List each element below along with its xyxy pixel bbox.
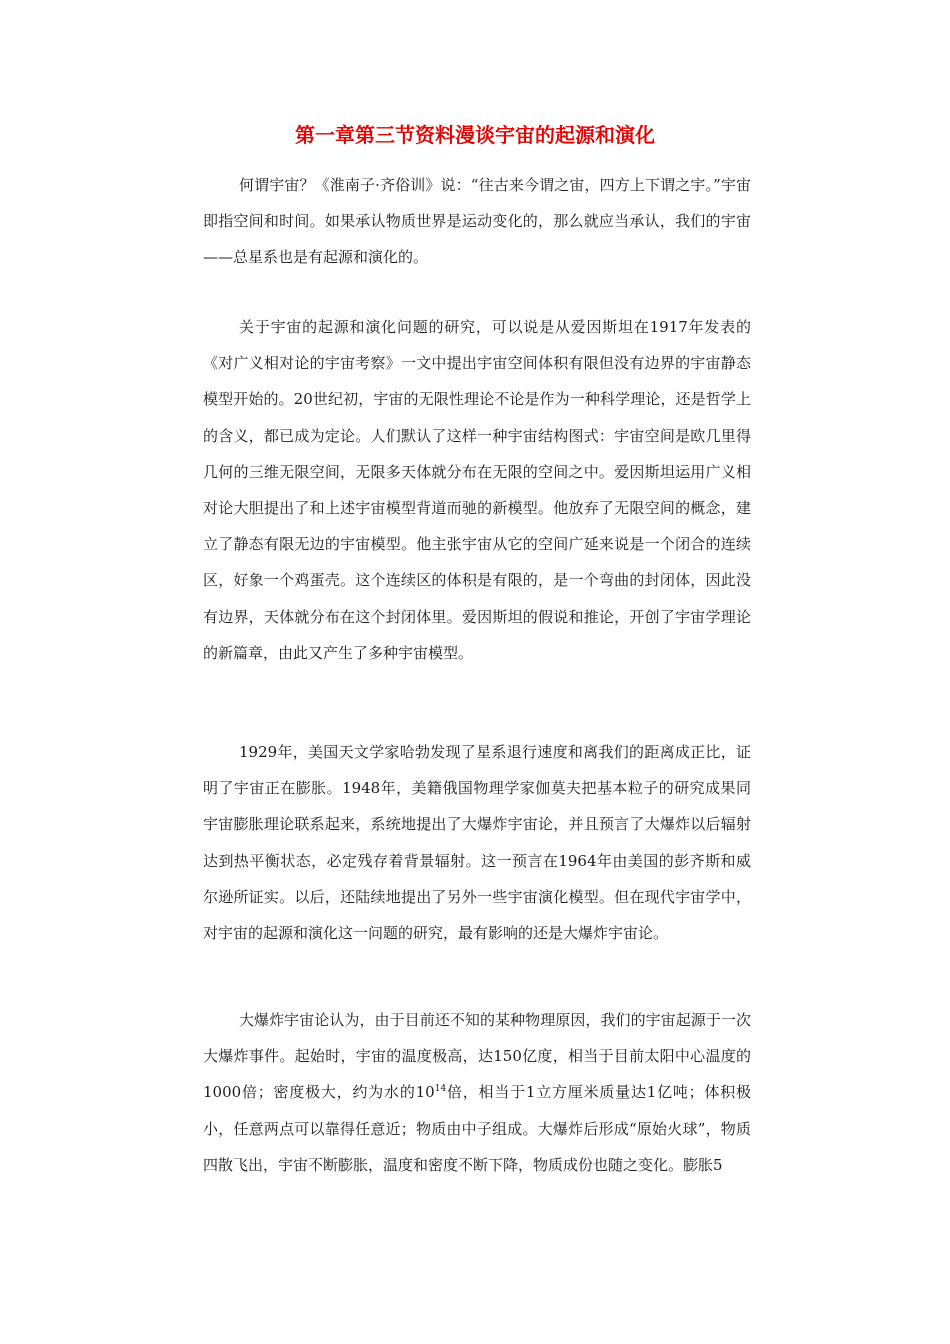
paragraph-big-bang-text-before: 大爆炸宇宙论认为，由于目前还不知的某种物理原因，我们的宇宙起源于一次大爆炸事件。起始时，宇宙的温度极高，达150亿度，相当于目前太阳中心温度的1000倍；密度极大，约为水的10	[203, 1011, 751, 1102]
page-title: 第一章第三节资料漫谈宇宙的起源和演化	[295, 123, 655, 147]
paragraph-big-bang	[203, 1002, 751, 1183]
paragraph-einstein: 关于宇宙的起源和演化问题的研究，可以说是从爱因斯坦在1917年发表的《对广义相对论的宇宙考察》一文中提出宇宙空间体积有限但没有边界的宇宙静态模型开始的。20世纪初，宇宙的无限性理论不论是作为一种科学理论，还是哲学上的含义，都已成为定论。人们默认了这样一种宇宙结构图式：宇宙空间是欧几里得几何的三维无限空间，无限多天体就分布在无限的空间之中。爱因斯坦运用广义相对论大胆提出了和上述宇宙模型背道而驰的新模型。他放弃了无限空间的概念，建立了静态有限无边的宇宙模型。他主张宇宙从它的空间广延来说是一个闭合的连续区，好象一个鸡蛋壳。这个连续区的体积是有限的，是一个弯曲的封闭体，因此没有边界，天体就分布在这个封闭体里。爱因斯坦的假说和推论，开创了宇宙学理论的新篇章，由此又产生了多种宇宙模型。	[203, 318, 751, 662]
density-exponent: 14	[434, 1084, 447, 1095]
paragraph-big-bang-text-after: 倍，相当于1立方厘米质量达1亿吨；体积极小，任意两点可以靠得任意近；物质由中子组成。大爆炸后形成“原始火球”，物质四散飞出，宇宙不断膨胀，温度和密度不断下降，物质成份也随之变化。膨胀5	[203, 1083, 752, 1174]
paragraph-hubble: 1929年，美国天文学家哈勃发现了星系退行速度和离我们的距离成正比，证明了宇宙正在膨胀。1948年，美籍俄国物理学家伽莫夫把基本粒子的研究成果同宇宙膨胀理论联系起来，系统地提出了大爆炸宇宙论，并且预言了大爆炸以后辐射达到热平衡状态，必定残存着背景辐射。这一预言在1964年由美国的彭齐斯和威尔逊所证实。以后，还陆续地提出了另外一些宇宙演化模型。但在现代宇宙学中，对宇宙的起源和演化这一问题的研究，最有影响的还是大爆炸宇宙论。	[203, 743, 751, 943]
paragraph-definition: 何谓宇宙？《淮南子·齐俗训》说：“往古来今谓之宙，四方上下谓之宇。”宇宙即指空间和时间。如果承认物质世界是运动变化的，那么就应当承认，我们的宇宙——总星系也是有起源和演化的。	[203, 176, 751, 267]
